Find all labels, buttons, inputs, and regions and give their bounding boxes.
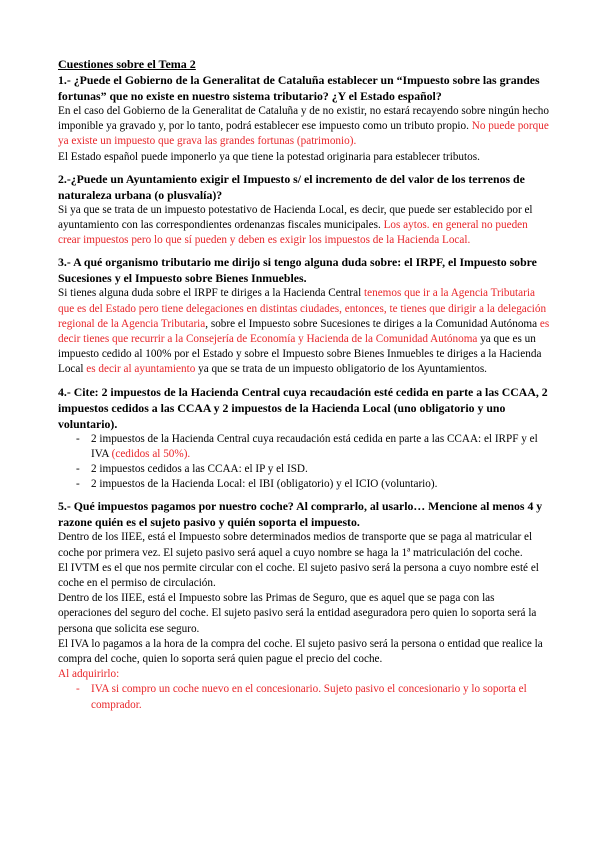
question-5-heading: 5.- Qué impuestos pagamos por nuestro coche? Al comprarlo, al usarlo… Mencione al menos 4 y razone quién es el sujeto pasivo y quién soporta el impuesto. (58, 499, 543, 530)
question-5-list (58, 682, 550, 712)
question-3 (58, 254, 550, 377)
question-3-answer (58, 286, 550, 377)
question-3-heading: 3.- A qué organismo tributario me dirijo si tengo alguna duda sobre: el IRPF, el Impuesto sobre Sucesiones y el Impuesto sobre Bienes Inmuebles. (58, 255, 537, 286)
document-title: Cuestiones sobre el Tema 2 (58, 57, 196, 71)
answer-correction: es decir al ayuntamiento (83, 363, 196, 376)
question-2 (58, 171, 550, 249)
question-5-red-heading: Al adquirirlo: (58, 668, 120, 681)
answer-text: ya que se trata de un impuesto obligatorio de los Ayuntamientos. (195, 363, 487, 376)
question-5-paragraph-1: Dentro de los IIEE, está el Impuesto sobre determinados medios de transporte que se paga al matricular el coche por primera vez. El sujeto pasivo será aquel a cuyo nombre se haga la 1ª matriculación del coche. (58, 531, 533, 559)
dash-bullet: - (76, 432, 80, 445)
answer-text: ya que es un impuesto cedido al 100% por el Estado y sobre el Impuesto sobre Bienes Inmuebles te diriges a la Hacienda Local (58, 333, 542, 376)
question-4 (58, 384, 550, 493)
question-5-paragraph-2: El IVTM es el que nos permite circular con el coche. El sujeto pasivo será la persona a cuyo nombre esté el coche en el permiso de circulación. (58, 561, 539, 590)
question-2-heading: 2.-¿Puede un Ayuntamiento exigir el Impuesto s/ el incremento de del valor de los terrenos de naturaleza urbana (o plusvalía)? (58, 171, 525, 202)
list-item (58, 682, 550, 712)
question-1-heading: 1.- ¿Puede el Gobierno de la Generalitat de Cataluña establecer un “Impuesto sobre las grandes fortunas” que no existe en nuestro sistema tributario? ¿Y el Estado español? (58, 73, 540, 103)
list-item (58, 462, 550, 477)
answer-correction: No puede porque ya existe un impuesto que grava las grandes fortunas (patrimonio). (58, 120, 549, 148)
item-correction: IVA si compro un coche nuevo en el concesionario. Sujeto pasivo el concesionario y lo soporta el comprador. (91, 683, 527, 711)
answer-correction: es decir tienes que recurrir a la Consejería de Economía y Hacienda de la Comunidad Autónoma (58, 317, 550, 346)
document-page (58, 56, 550, 713)
question-1-answer-2: El Estado español puede imponerlo ya que tiene la potestad originaria para establecer tributos. (58, 150, 480, 163)
list-item (58, 432, 550, 462)
item-text: 2 impuestos de la Hacienda Central cuya recaudación está cedida en parte a las CCAA: el IRPF y el IVA (91, 432, 538, 460)
answer-correction: Los aytos. en general no pueden crear impuestos pero lo que sí pueden y deben es exigir los impuestos de la Hacienda Local. (58, 219, 528, 247)
dash-bullet: - (76, 683, 80, 696)
question-2-answer (58, 203, 550, 249)
question-5-paragraph-3: Dentro de los IIEE, está el Impuesto sobre las Primas de Seguro, que es aquel que se paga con las operaciones del seguro del coche. El sujeto pasivo será la entidad aseguradora pero quien lo soporta será la persona que solicita ese seguro. (58, 592, 537, 635)
item-text: 2 impuestos cedidos a las CCAA: el IP y el ISD. (91, 463, 308, 476)
answer-text: , sobre el Impuesto sobre Sucesiones te diriges a la Comunidad Autónoma (205, 317, 538, 330)
answer-text: En el caso del Gobierno de la Generalitat de Cataluña y de no existir, no estará recayendo sobre ningún hecho imponible ya gravado y, por lo tanto, podrá establecer ese impuesto como un tributo propio. (58, 105, 549, 133)
answer-text: Si tienes alguna duda sobre el IRPF te diriges a la Hacienda Central (58, 287, 362, 300)
item-correction: (cedidos al 50%). (108, 447, 191, 460)
question-4-heading: 4.- Cite: 2 impuestos de la Hacienda Central cuya recaudación esté cedida en parte a las CCAA, 2 impuestos cedidos a las CCAA y 2 impuestos de la Hacienda Local (uno obligatorio y uno voluntario). (58, 384, 548, 431)
answer-text: Si ya que se trata de un impuesto potestativo de Hacienda Local, es decir, que puede ser establecido por el ayuntamiento con las correspondientes ordenanzas fiscales municipales. (58, 203, 533, 232)
question-5 (58, 498, 550, 712)
item-text: 2 impuestos de la Hacienda Local: el IBI (obligatorio) y el ICIO (voluntario). (91, 478, 438, 491)
list-item (58, 477, 550, 492)
dash-bullet: - (76, 463, 80, 476)
dash-bullet: - (76, 478, 80, 491)
question-5-paragraph-4: El IVA lo pagamos a la hora de la compra del coche. El sujeto pasivo será la persona o entidad que realice la compra del coche, quien lo soporta será quien pague el precio del coche. (58, 637, 543, 666)
question-4-list (58, 432, 550, 493)
answer-correction: tenemos que ir a la Agencia Tributaria que es del Estado pero tiene delegaciones en distintas ciudades, entonces, te tienes que dirigir a la delegación regional de la Agencia Tributaria (58, 287, 547, 330)
question-1-answer-1 (58, 104, 550, 150)
question-1 (58, 72, 550, 165)
